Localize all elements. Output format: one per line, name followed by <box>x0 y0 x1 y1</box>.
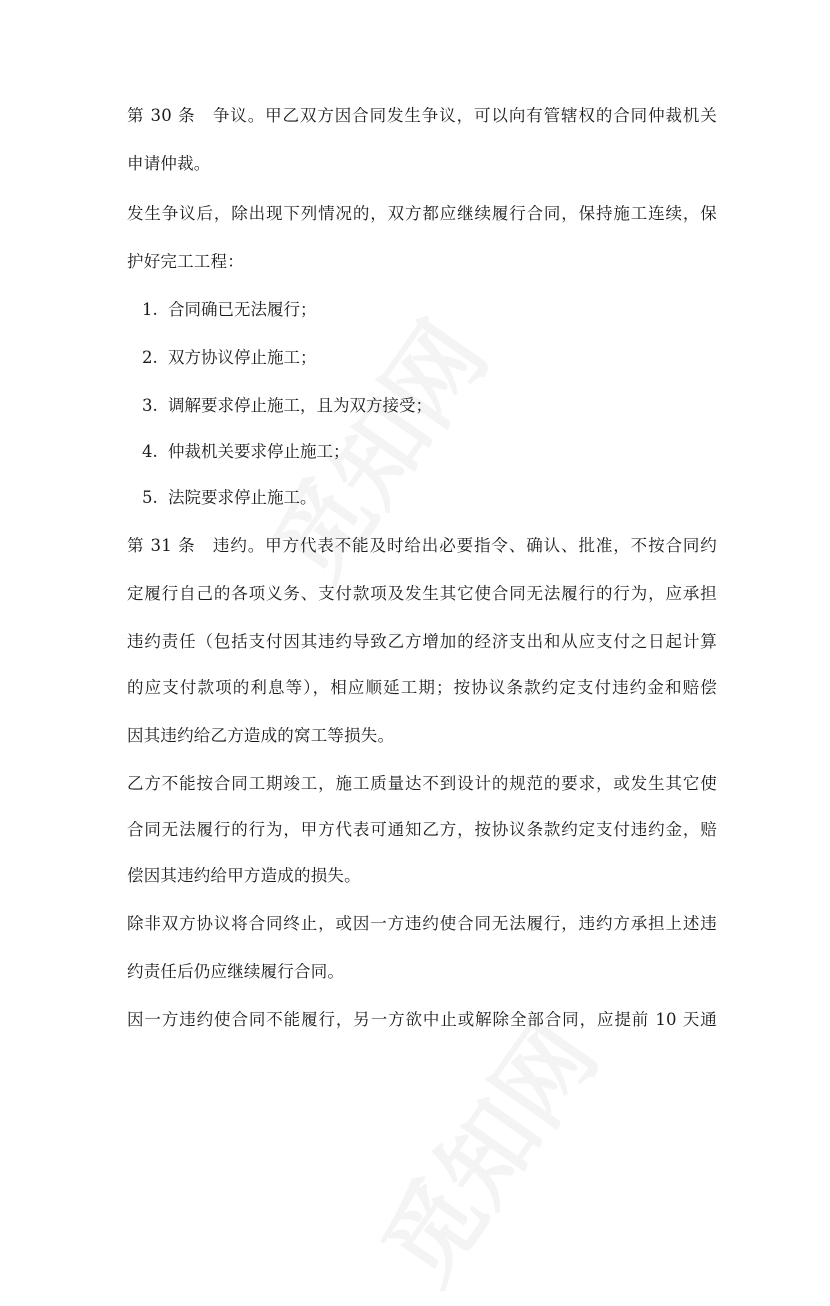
list-item-text: 法院要求停止施工。 <box>168 488 317 507</box>
article-30-line-2: 申请仲裁。 <box>127 154 211 173</box>
list-item <box>142 488 317 508</box>
list-item-number: 2. <box>142 348 158 367</box>
article-30-para-2-line-1: 发生争议后，除出现下列情况的，双方都应继续履行合同，保持施工连续，保 <box>127 204 717 223</box>
list-item <box>142 442 350 462</box>
list-item-text: 双方协议停止施工； <box>168 348 317 367</box>
watermark-bottom <box>345 991 622 1305</box>
article-31-line-1: 第 31 条 违约。甲方代表不能及时给出必要指令、确认、批准，不按合同约 <box>127 536 717 555</box>
article-31-para-4-line-1: 因一方违约使合同不能履行，另一方欲中止或解除全部合同，应提前 10 天通 <box>127 1010 717 1029</box>
list-item-number: 1. <box>142 300 158 319</box>
article-31-line-4: 的应支付款项的利息等），相应顺延工期；按协议条款约定支付违约金和赔偿 <box>127 678 717 697</box>
article-30-para-2-line-2: 护好完工工程： <box>127 252 244 271</box>
article-31-para-2-line-2: 合同无法履行的行为，甲方代表可通知乙方，按协议条款约定支付违约金，赔 <box>127 820 717 839</box>
article-31-line-3: 违约责任（包括支付因其违约导致乙方增加的经济支出和从应支付之日起计算 <box>127 632 717 651</box>
list-item-text: 调解要求停止施工，且为双方接受； <box>168 396 432 415</box>
list-item <box>142 348 317 368</box>
list-item <box>142 300 317 320</box>
list-item-number: 5. <box>142 488 158 507</box>
article-31-para-2-line-3: 偿因其违约给甲方造成的损失。 <box>127 866 361 885</box>
article-30-line-1: 第 30 条 争议。甲乙双方因合同发生争议，可以向有管辖权的合同仲裁机关 <box>127 106 717 125</box>
list-item <box>142 396 432 416</box>
article-31-para-2-line-1: 乙方不能按合同工期竣工，施工质量达不到设计的规范的要求，或发生其它使 <box>127 774 717 793</box>
article-31-para-3-line-2: 约责任后仍应继续履行合同。 <box>127 962 345 981</box>
list-item-text: 合同确已无法履行； <box>168 300 317 319</box>
list-item-number: 4. <box>142 442 158 461</box>
list-item-text: 仲裁机关要求停止施工； <box>168 442 350 461</box>
list-item-number: 3. <box>142 396 158 415</box>
article-31-line-5: 因其违约给乙方造成的窝工等损失。 <box>127 726 395 745</box>
article-31-line-2: 定履行自己的各项义务、支付款项及发生其它使合同无法履行的行为，应承担 <box>127 584 717 603</box>
article-31-para-3-line-1: 除非双方协议将合同终止，或因一方违约使合同无法履行，违约方承担上述违 <box>127 914 717 933</box>
